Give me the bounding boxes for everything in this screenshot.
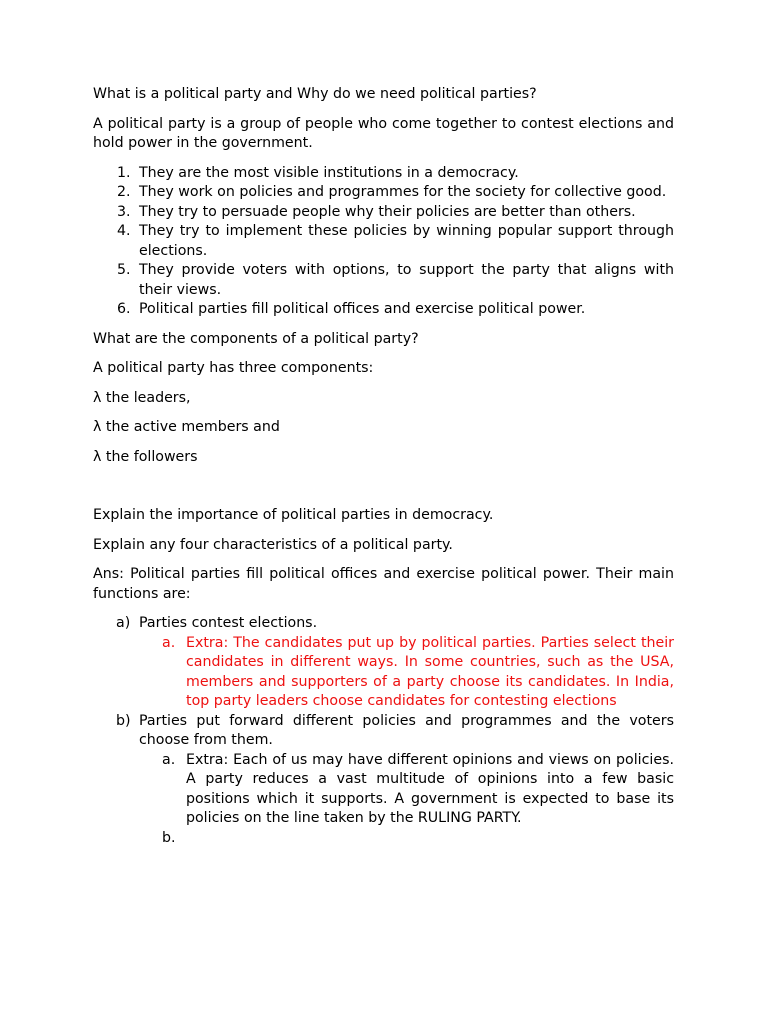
list-text: Political parties fill political offices and exercise political power.: [139, 301, 586, 317]
list-letter: b): [116, 712, 131, 729]
question-characteristics: Explain any four characteristics of a political party.: [93, 536, 453, 553]
list-text: They work on policies and programmes for the society for collective good.: [139, 184, 667, 200]
list-text: They try to persuade people why their policies are better than others.: [139, 203, 636, 220]
list-number: 1.: [117, 164, 131, 181]
question-importance: Explain the importance of political parties in democracy.: [93, 507, 494, 523]
blank-line: [93, 477, 674, 506]
sub-list-text: [186, 829, 674, 849]
sub-list-letter: a.: [162, 634, 176, 651]
list-item: [93, 300, 674, 320]
list-text: They try to implement these policies by winning popular support through elections.: [139, 223, 674, 259]
component-leaders: λ the leaders,: [93, 389, 191, 406]
lambda-bullet-icon: λ: [93, 448, 102, 465]
sub-list-item: [139, 751, 674, 829]
list-text: They are the most visible institutions in a democracy.: [139, 164, 519, 181]
components-intro: A political party has three components:: [93, 360, 374, 376]
list-number: 4.: [117, 223, 131, 239]
list-number: 3.: [117, 203, 131, 220]
lambda-bullet-icon: λ: [93, 419, 102, 435]
list-item: [93, 164, 674, 184]
list-item: [93, 261, 674, 300]
sub-list-letter: b.: [162, 829, 176, 846]
reasons-list: [93, 164, 674, 320]
list-letter: a): [116, 615, 131, 631]
list-number: 5.: [117, 262, 131, 278]
list-item: [93, 712, 674, 751]
question-political-party: What is a political party and Why do we need political parties?: [93, 86, 537, 102]
list-item: [93, 614, 674, 634]
sub-list-item-empty: [139, 829, 674, 849]
list-item: [93, 203, 674, 223]
sub-list-item-extra: [139, 634, 674, 712]
sub-list-text: Extra: The candidates put up by political parties. Parties select their candidates in different ways. In some countries, such as the USA, members and supporters of a party choose its candidates. In India, top party leaders choose candidates for contesting elections: [186, 634, 674, 709]
sub-list-letter: a.: [162, 751, 176, 768]
functions-list: [93, 614, 674, 848]
answer-paragraph: Ans: Political parties fill political offices and exercise political power. Their main functions are:: [93, 566, 674, 602]
list-text: They provide voters with options, to support the party that aligns with their views.: [139, 262, 674, 298]
list-item: [93, 222, 674, 261]
list-number: 6.: [117, 301, 131, 317]
component-active-members: λ the active members and: [93, 419, 280, 435]
sub-list-text: Extra: Each of us may have different opinions and views on policies. A party reduces a vast multitude of opinions into a few basic positions which it supports. A government is expected to base its policies on the line taken by the RULING PARTY.: [186, 751, 674, 826]
list-text: Parties contest elections.: [139, 615, 318, 631]
component-followers: λ the followers: [93, 448, 198, 465]
lambda-bullet-icon: λ: [93, 389, 102, 406]
definition-paragraph: A political party is a group of people who come together to contest elections and hold power in the government.: [93, 115, 674, 151]
document-page: [93, 85, 674, 848]
list-number: 2.: [117, 184, 131, 200]
question-components: What are the components of a political party?: [93, 330, 419, 347]
list-item: [93, 183, 674, 203]
list-text: Parties put forward different policies and programmes and the voters choose from them.: [139, 712, 674, 748]
